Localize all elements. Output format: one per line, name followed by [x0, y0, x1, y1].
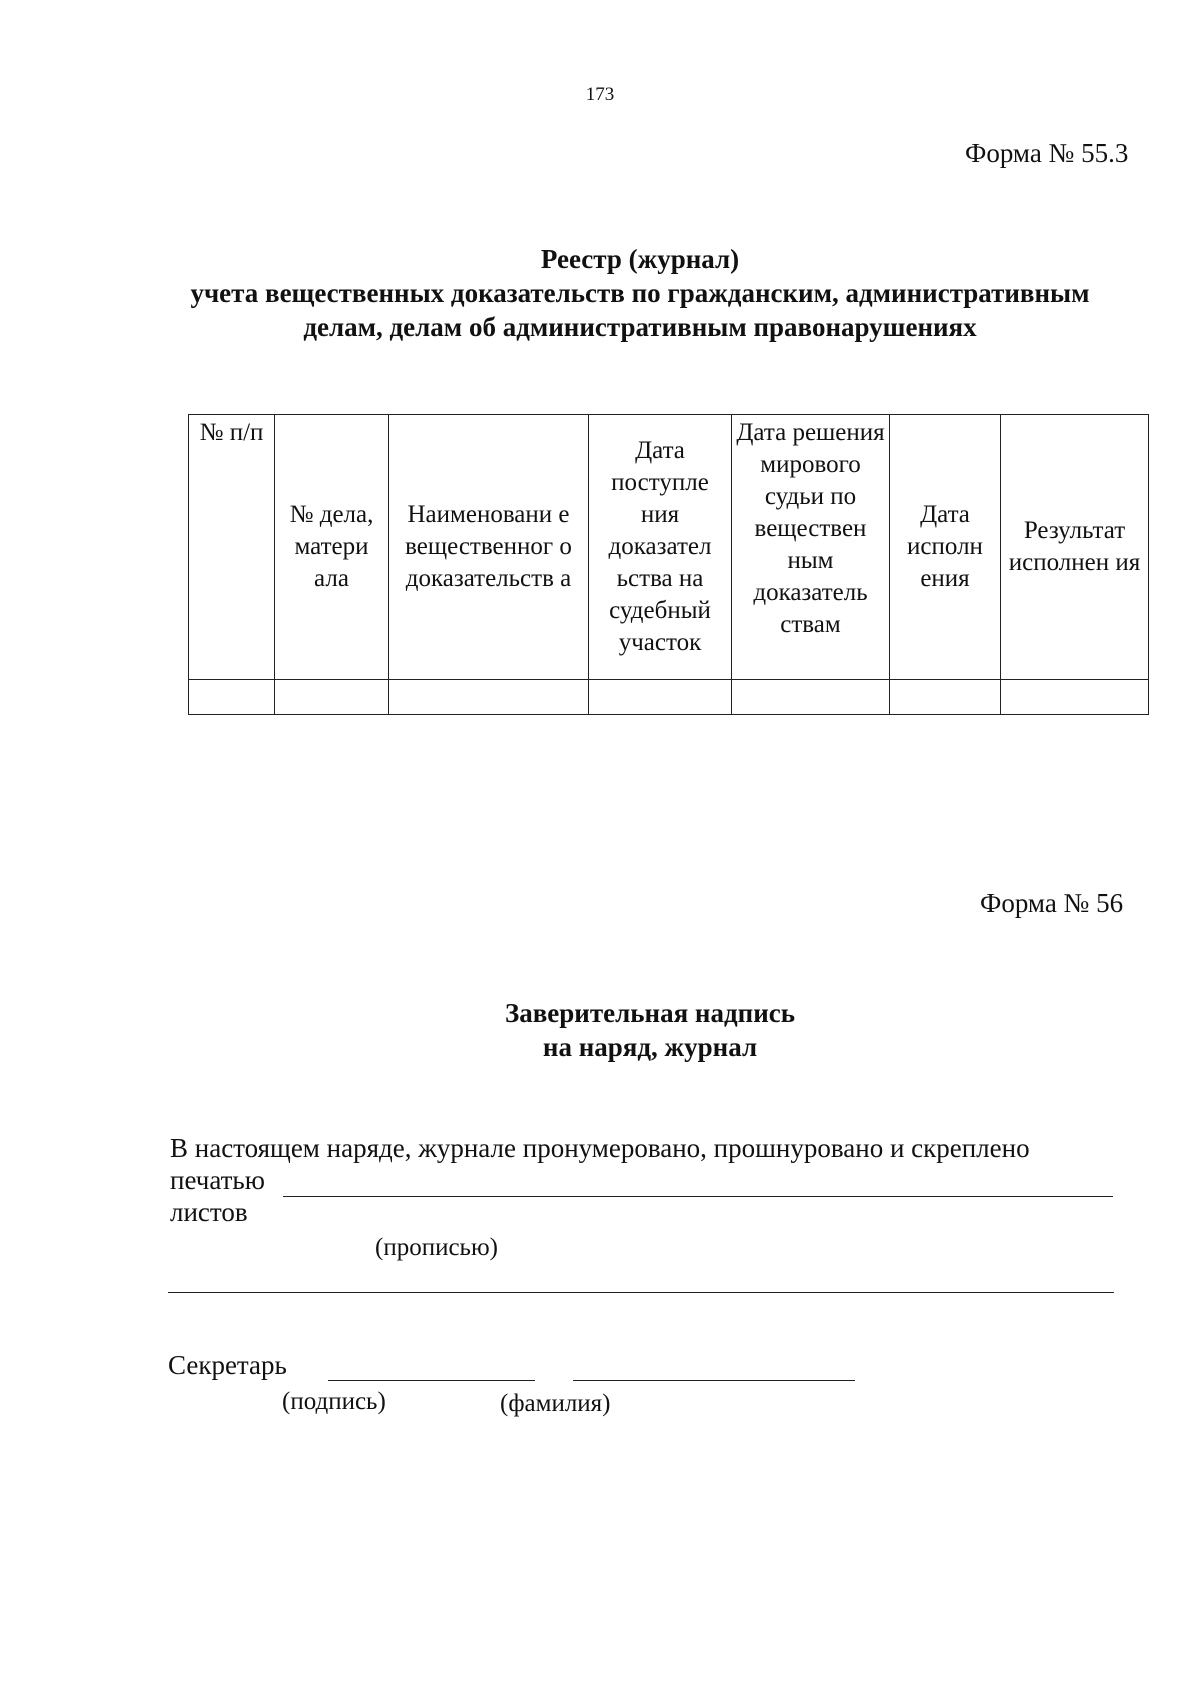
table-row [189, 680, 1149, 715]
hint-signature: (подпись) [282, 1388, 386, 1415]
registry-table [188, 414, 1149, 715]
form-number-label: Форма № 55.3 [965, 138, 1129, 168]
table-cell [1001, 680, 1149, 715]
title-line: делам, делам об административным правонарушениях [303, 312, 977, 342]
title-line: Заверительная надпись [504, 998, 796, 1028]
column-header-receipt-date: Дата поступле ния доказател ьства на судебный участок [589, 415, 732, 680]
table-cell [275, 680, 389, 715]
certification-text-line-2: печатью [170, 1165, 265, 1195]
column-header-execution-result: Результат исполнен ия [1001, 415, 1149, 680]
sheet-count-line [283, 1196, 1113, 1197]
title-line: учета вещественных доказательств по гражданским, административным [190, 278, 1090, 308]
hint-in-words: (прописью) [375, 1234, 498, 1261]
table-cell [189, 680, 275, 715]
surname-line [573, 1380, 855, 1381]
certification-text-line-3: листов [170, 1197, 248, 1227]
certification-title [0, 996, 1200, 1064]
page-number: 173 [585, 84, 615, 105]
secretary-label: Секретарь [168, 1350, 287, 1380]
column-header-evidence-name: Наименовани е вещественног о доказательств а [389, 415, 589, 680]
column-header-case-number: № дела, матери ала [275, 415, 389, 680]
title-line: Реестр (журнал) [540, 244, 740, 274]
words-line [168, 1292, 1114, 1293]
column-header-decision-date: Дата решения мирового судьи по веществен ным доказатель ствам [732, 415, 890, 680]
form-number-label-2: Форма № 56 [980, 888, 1124, 918]
table-cell [732, 680, 890, 715]
table-header-row [189, 415, 1149, 680]
title-line: на наряд, журнал [542, 1032, 758, 1062]
hint-surname: (фамилия) [500, 1390, 611, 1417]
column-header-row-number: № п/п [189, 415, 275, 680]
table-cell [890, 680, 1001, 715]
table-cell [389, 680, 589, 715]
column-header-execution-date: Дата исполн ения [890, 415, 1001, 680]
signature-line [328, 1380, 535, 1381]
table-cell [589, 680, 732, 715]
registry-title [120, 242, 1160, 344]
certification-text-line-1: В настоящем наряде, журнале пронумеровано, прошнуровано и скреплено [170, 1133, 1030, 1163]
